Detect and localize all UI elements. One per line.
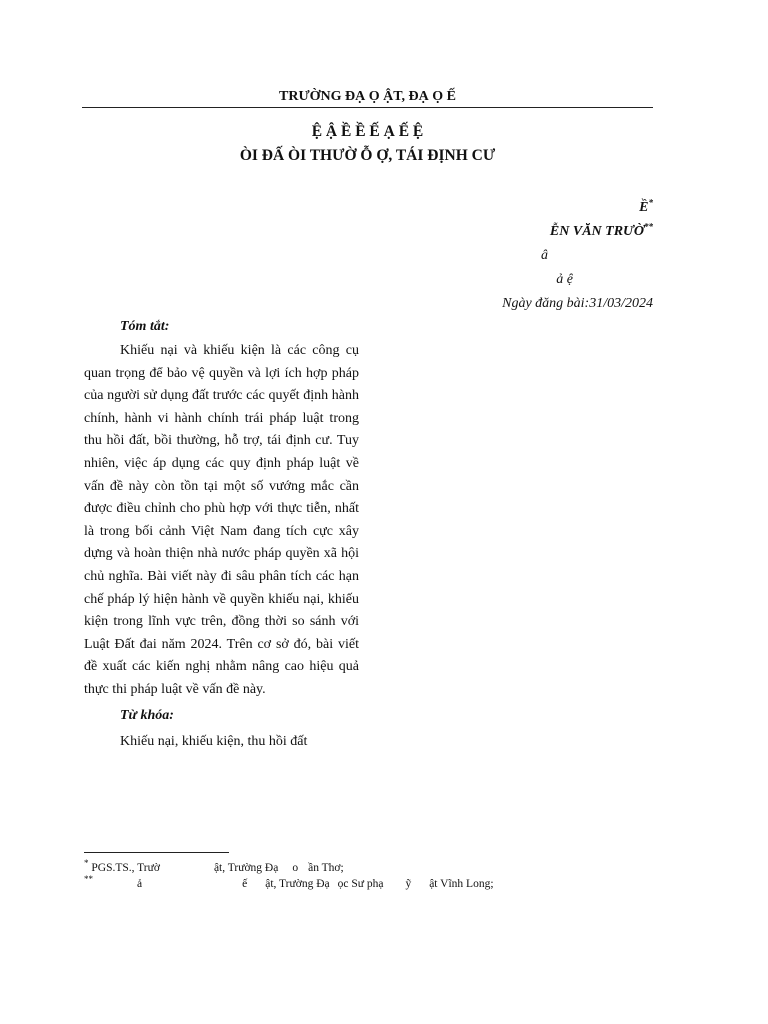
footnote-2-part-c: ật, Trường Đạ	[265, 878, 330, 890]
footnote-2-mark: **	[84, 874, 93, 885]
footnote-2-part-f: ật Vĩnh Long;	[429, 878, 494, 890]
footnote-2-part-b: ế	[242, 878, 248, 890]
footnote-1-part-b: ật, Trường Đạ	[213, 862, 279, 874]
author-2	[502, 220, 653, 244]
author-2-name: ỄN VĂN TRƯỜ	[549, 224, 644, 239]
article-title-line-2: ÒI ĐẤ ÒI THƯỜ Ỗ Ợ, TÁI ĐỊNH CƯ	[239, 147, 496, 164]
publication-date: Ngày đăng bài:31/03/2024	[502, 296, 653, 311]
header-rule	[82, 107, 653, 108]
author-1	[502, 196, 653, 220]
keywords-heading: Từ khóa:	[120, 707, 174, 723]
footnote-2	[84, 876, 494, 892]
article-title-line-1: Ệ Ậ Ề Ề Ế Ạ Ế Ệ	[311, 123, 424, 140]
abstract-heading: Tóm tắt:	[120, 319, 170, 334]
footnote-1	[84, 860, 344, 876]
author-block	[502, 196, 653, 316]
author-affiliation-2: ả ệ	[556, 272, 573, 287]
author-1-name: Ề	[639, 200, 649, 215]
abstract-body: Khiếu nại và khiếu kiện là các công cụ quan trọng để bảo vệ quyền và lợi ích hợp pháp của người sử dụng đất trước các quyết định hành chính, hành vi hành chính trái pháp luật trong thu hồi đất, bồi thường, hỗ trợ, tái định cư. Tuy nhiên, việc áp dụng các quy định pháp luật về vấn đề này còn tồn tại một số vướng mắc cần được điều chỉnh cho phù hợp với thực tiễn, nhất là trong bối cảnh Việt Nam đang tích cực xây dựng và hoàn thiện nhà nước pháp quyền xã hội chủ nghĩa. Bài viết này đi sâu phân tích các hạn chế pháp lý hiện hành về quyền khiếu nại, khiếu kiện trong lĩnh vực trên, đồng thời so sánh với Luật Đất đai năm 2024. Trên cơ sở đó, bài viết đề xuất các kiến nghị nhằm nâng cao hiệu quả thực thi pháp luật về vấn đề này.	[84, 343, 359, 697]
author-1-footnote-mark: *	[648, 197, 653, 208]
footnote-2-part-d: ọc Sư phạ	[337, 878, 384, 890]
footnote-1-part-d: ần Thơ;	[308, 862, 344, 874]
footnote-1-mark: *	[84, 858, 89, 869]
footnote-rule	[84, 852, 229, 853]
footnote-1-part-c: o	[292, 862, 299, 874]
footnote-2-part-a: ả	[137, 878, 143, 890]
keywords-list: Khiếu nại, khiếu kiện, thu hồi đất	[120, 733, 308, 749]
journal-header: TRƯỜNG ĐẠ Ọ ẬT, ĐẠ Ọ Ế	[279, 89, 456, 104]
footnote-1-part-a: PGS.TS., Trườ	[91, 862, 160, 874]
author-2-footnote-mark: **	[644, 221, 653, 232]
author-affiliation-1: â	[541, 248, 548, 263]
abstract-section	[84, 316, 359, 754]
footnote-2-part-e: ỹ	[405, 878, 412, 890]
